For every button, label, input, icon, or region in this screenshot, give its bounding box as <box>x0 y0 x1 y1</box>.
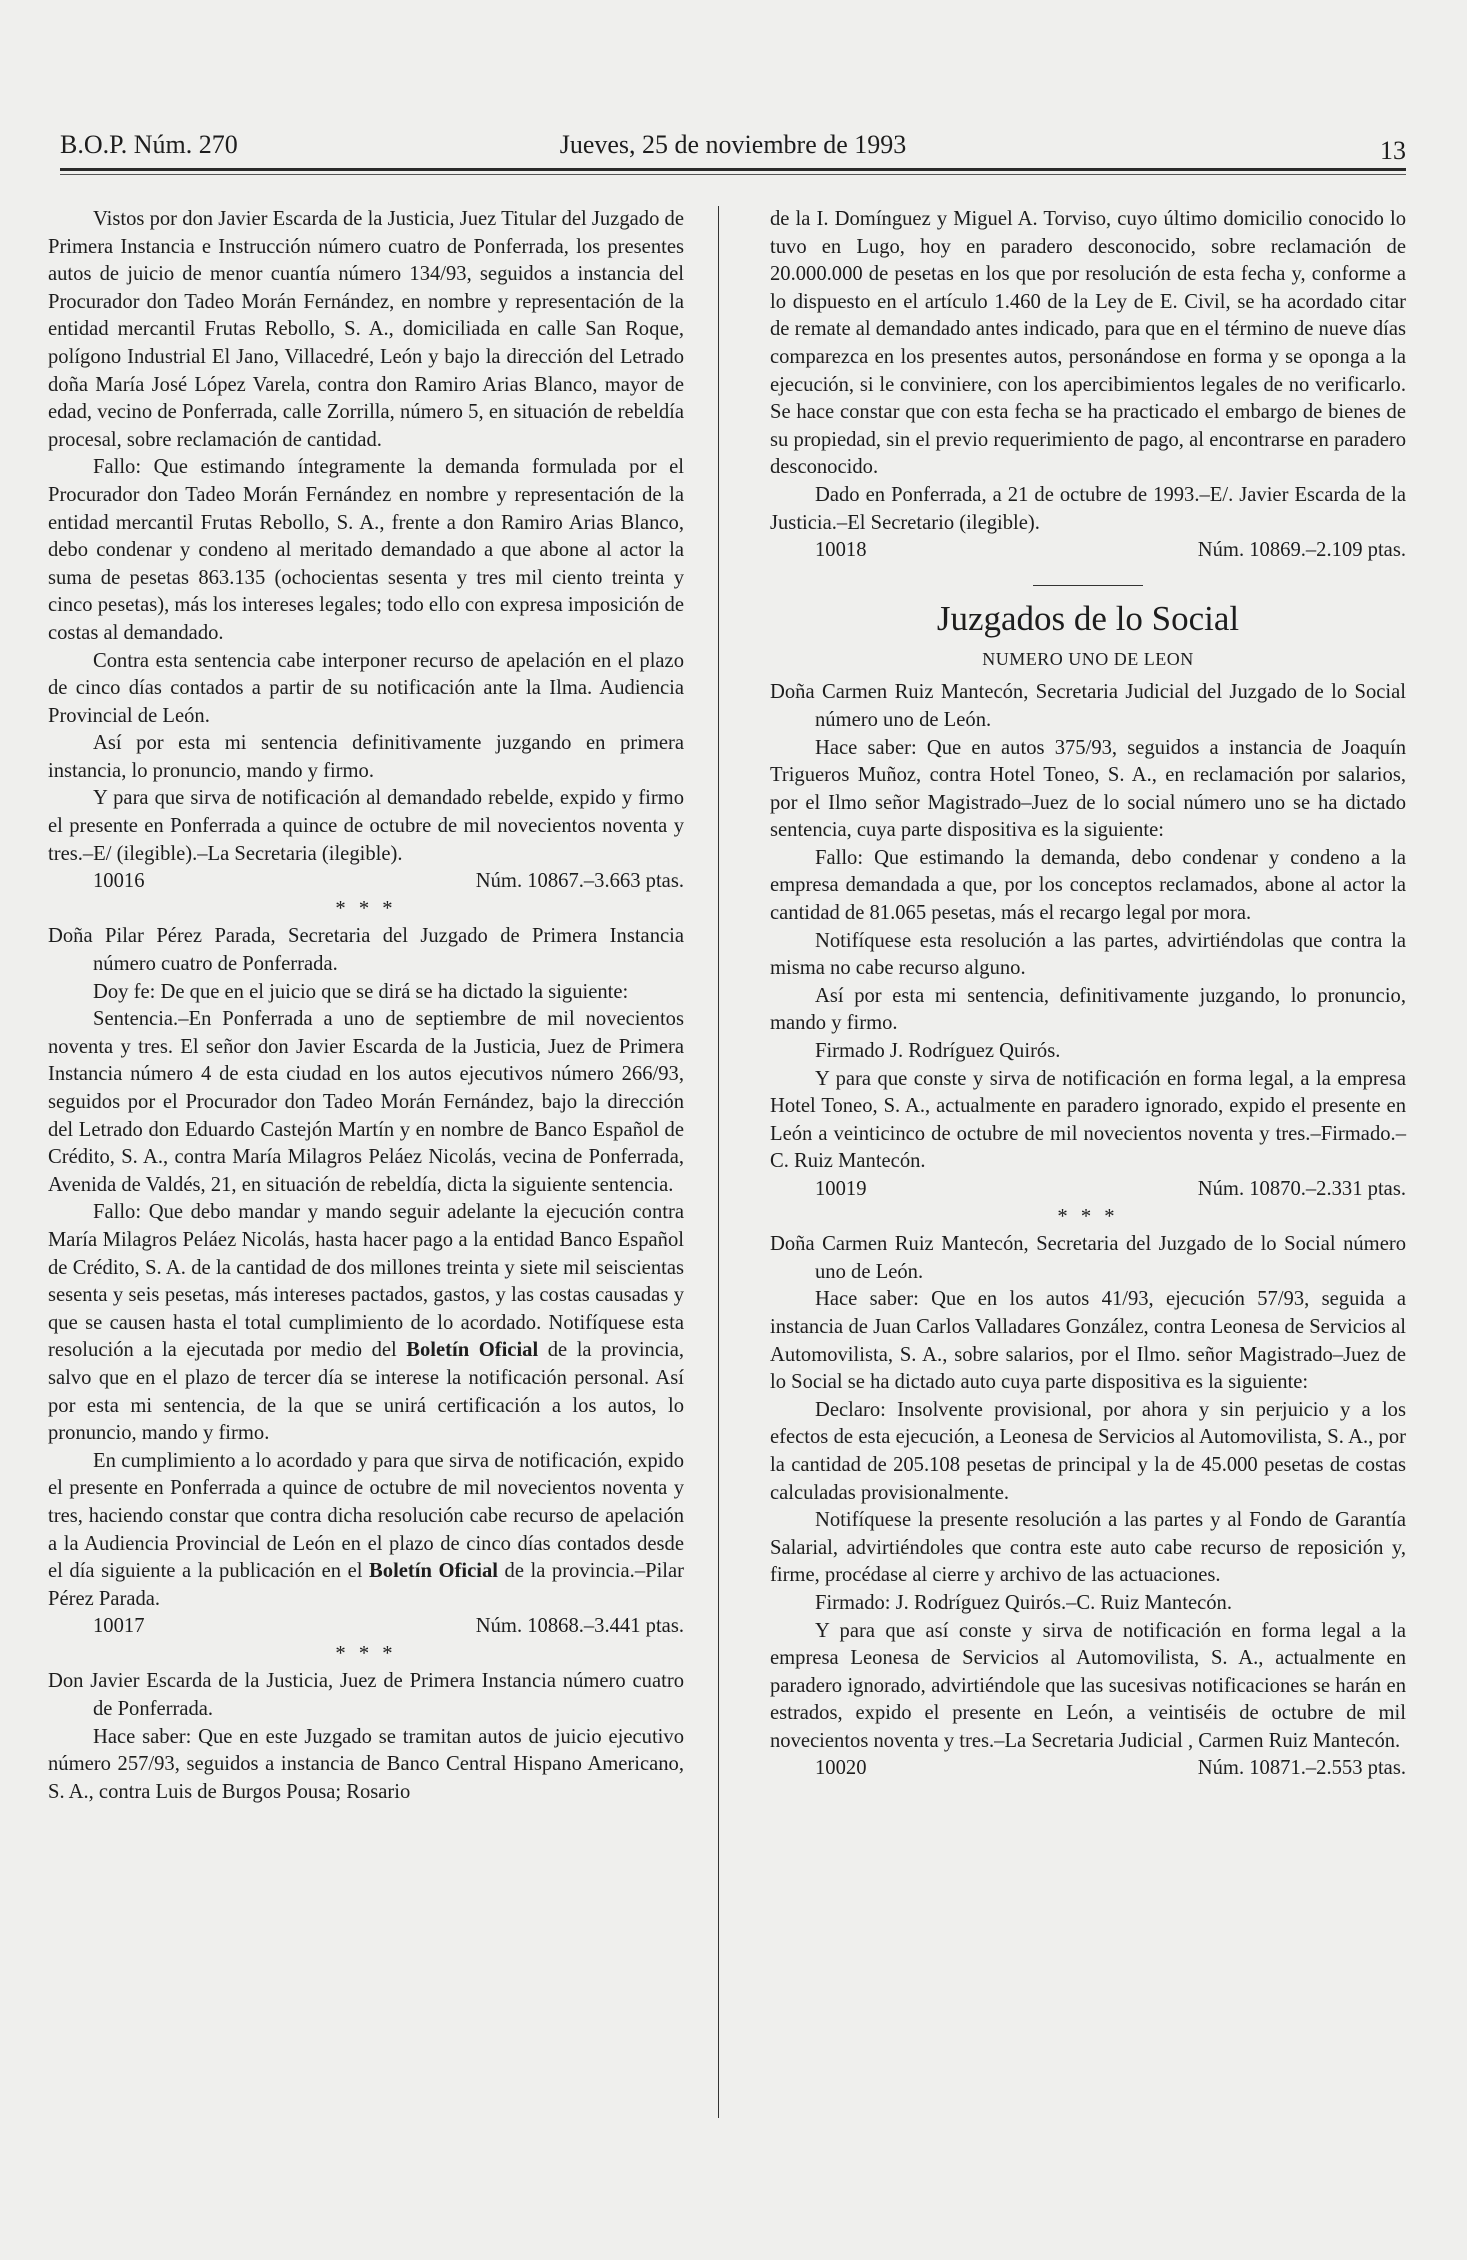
notice-reference <box>48 1613 684 1641</box>
notice-fee: Núm. 10870.–2.331 ptas. <box>1197 1178 1406 1200</box>
notice-code: 10018 <box>815 539 867 562</box>
notice-fee: Núm. 10869.–2.109 ptas. <box>1197 539 1406 562</box>
paragraph: Hace saber: Que en este Juzgado se tramitan autos de juicio ejecutivo número 257/93, seguidos a instancia de Banco Central Hispano Americano, S. A., contra Luis de Burgos Pousa; Rosario <box>48 1725 684 1803</box>
paragraph: Fallo: Que estimando íntegramente la demanda formulada por el Procurador don Tadeo Morán Fernández en nombre y representación de la entidad mercantil Frutas Rebollo, S. A., frente a don Ramiro Arias Blanco, debo condenar y condeno al meritado demandado a que abone al actor la suma de pesetas 863.135 (ochocientas sesenta y tres mil ciento treinta y cinco pesetas), más los intereses legales; todo ello con expresa imposición de costas al demandado. <box>48 456 684 644</box>
notice-reference <box>48 868 684 896</box>
paragraph: Hace saber: Que en los autos 41/93, ejecución 57/93, seguida a instancia de Juan Carlos Valladares González, contra Leonesa de Servicios al Automovilista, S. A., sobre salarios, por el Ilmo. señor Magistrado–Juez de lo Social se ha dictado auto cuya parte dispositiva es la siguiente: <box>770 1288 1406 1394</box>
paragraph: Fallo: Que estimando la demanda, debo condenar y condeno a la empresa demandada a que, por los conceptos reclamados, abone al actor la cantidad de 81.065 pesetas, más el recargo legal por mora. <box>770 846 1406 925</box>
paragraph: Declaro: Insolvente provisional, por ahora y sin perjuicio y a los efectos de esta ejecución, a Leonesa de Servicios al Automovilista, S. A., por la cantidad de 205.108 pesetas de principal y la de 45.000 pesetas de costas calculadas provisionalmente. <box>770 1398 1406 1504</box>
bold-bulletin-name: Boletín Oficial <box>369 1560 498 1583</box>
notice-code: 10020 <box>815 1757 867 1780</box>
notice-code: 10016 <box>93 870 145 893</box>
right-column <box>770 206 1406 1783</box>
section-divider <box>1033 585 1143 586</box>
notice-reference <box>770 537 1406 565</box>
paragraph: Notifíquese esta resolución a las partes, advirtiéndolas que contra la misma no cabe recurso alguno. <box>770 929 1406 980</box>
notice-fee: Núm. 10871.–2.553 ptas. <box>1197 1757 1406 1780</box>
paragraph: Y para que sirva de notificación al demandado rebelde, expido y firmo el presente en Ponferrada a quince de octubre de mil novecientos noventa y tres.–E/ (ilegible).–La Secretaria (ilegible). <box>48 787 684 865</box>
publication-date: Jueves, 25 de noviembre de 1993 <box>559 130 907 159</box>
paragraph: Contra esta sentencia cabe interponer recurso de apelación en el plazo de cinco días contados a partir de su notificación ante la Ilma. Audiencia Provincial de León. <box>48 649 684 727</box>
separator-stars: * * * <box>1057 1205 1119 1228</box>
publication-number: B.O.P. Núm. 270 <box>60 130 238 159</box>
notice-reference <box>770 1755 1406 1783</box>
paragraph: Hace saber: Que en autos 375/93, seguidos a instancia de Joaquín Trigueros Muñoz, contra Hotel Toneo, S. A., en reclamación por salarios, por el Ilmo señor Magistrado–Juez de lo social número uno se ha dictado sentencia, cuya parte dispositiva es la siguiente: <box>770 736 1406 842</box>
paragraph: Sentencia.–En Ponferrada a uno de septiembre de mil novecientos noventa y tres. El señor don Javier Escarda de la Justicia, Juez de Primera Instancia número 4 de esta ciudad en los autos ejecutivos número 266/93, seguidos por el Procurador don Tadeo Morán Fernández, bajo la dirección del Letrado don Eduardo Castejón Martín y en nombre de Banco Español de Crédito, S. A., contra María Milagros Peláez Nicolás, vecina de Ponferrada, Avenida de Valdés, 21, en situación de rebeldía, dicta la siguiente sentencia. <box>48 1008 684 1196</box>
paragraph: Doy fe: De que en el juicio que se dirá se ha dictado la siguiente: <box>93 980 629 1003</box>
paragraph: En cumplimiento a lo acordado y para que sirva de notificación, expido el presente en Ponferrada a quince de octubre de mil novecientos noventa y tres, haciendo constar que contra dicha resolución cabe recurso de apelación a la Audiencia Provincial de León en el plazo de cinco días contados desde el día siguiente a la publicación en el Boletín Oficial de la provincia.–Pilar Pérez Parada. <box>48 1449 685 1610</box>
notice-code: 10017 <box>93 1615 145 1638</box>
paragraph: Así por esta mi sentencia definitivamente juzgando en primera instancia, lo pronuncio, mando y firmo. <box>48 732 684 782</box>
header-rule-thick <box>60 168 1406 171</box>
paragraph: Notifíquese la presente resolución a las partes y al Fondo de Garantía Salarial, advirtiéndoles que contra este auto cabe recurso de reposición y, firme, procédase al cierre y archivo de las actuaciones. <box>770 1509 1406 1587</box>
paragraph: Así por esta mi sentencia, definitivamente juzgando, lo pronuncio, mando y firmo. <box>770 984 1406 1035</box>
column-separator <box>718 206 719 2118</box>
separator-stars: * * * <box>335 897 397 920</box>
paragraph: Doña Carmen Ruiz Mantecón, Secretaria Judicial del Juzgado de lo Social número uno de León. <box>770 681 1406 731</box>
page-number: 13 <box>1380 136 1406 165</box>
paragraph: Dado en Ponferrada, a 21 de octubre de 1993.–E/. Javier Escarda de la Justicia.–El Secretario (ilegible). <box>770 483 1406 534</box>
separator-stars: * * * <box>335 1642 397 1665</box>
notice-reference <box>770 1176 1406 1204</box>
paragraph: de la I. Domínguez y Miguel A. Torviso, cuyo último domicilio conocido lo tuvo en Lugo, hoy en paradero desconocido, sobre reclamación de 20.000.000 de pesetas en los que por resolución de esta fecha y, conforme a lo dispuesto en el artículo 1.460 de la Ley de E. Civil, se ha acordado citar de remate al demandado antes indicado, para que en el término de nueve días comparezca en los presentes autos, personándose en forma y se oponga a la ejecución, si le conviniere, con los apercibimientos legales de no verificarlo. Se hace constar que con esta fecha se ha practicado el embargo de bienes de su propiedad, sin el previo requerimiento de pago, al encontrarse en paradero desconocido. <box>770 208 1406 479</box>
notice-fee: Núm. 10868.–3.441 ptas. <box>475 1615 684 1638</box>
paragraph: Fallo: Que debo mandar y mando seguir adelante la ejecución contra María Milagros Peláez Nicolás, hasta hacer pago a la entidad Banco Español de Crédito, S. A. de la cantidad de dos millones treinta y siete mil seiscientas sesenta y seis pesetas, más intereses pactados, gastos, y las costas causadas y que se causen hasta el total cumplimiento de lo acordado. Notifíquese esta resolución a la ejecutada por medio del Boletín Oficial de la provincia, salvo que en el plazo de tercer día se interese la notificación personal. Así por esta mi sentencia, de la que se unirá certificación a los autos, lo pronuncio, mando y firmo. <box>48 1201 684 1445</box>
section-title: Juzgados de lo Social <box>936 598 1240 638</box>
notice-fee: Núm. 10867.–3.663 ptas. <box>475 870 684 893</box>
left-column <box>48 206 684 1806</box>
bold-bulletin-name: Boletín Oficial <box>406 1339 539 1362</box>
paragraph: Doña Carmen Ruiz Mantecón, Secretaria del Juzgado de lo Social número uno de León. <box>770 1233 1406 1283</box>
paragraph: Y para que conste y sirva de notificación en forma legal, a la empresa Hotel Toneo, S. A., actualmente en paradero ignorado, expido el presente en León a veinticinco de octubre de mil novecientos noventa y tres.–Firmado.–C. Ruiz Mantecón. <box>770 1067 1406 1173</box>
notice-code: 10019 <box>815 1178 867 1200</box>
paragraph: Firmado: J. Rodríguez Quirós.–C. Ruiz Mantecón. <box>815 1591 1232 1614</box>
paragraph: Don Javier Escarda de la Justicia, Juez de Primera Instancia número cuatro de Ponferrada. <box>48 1670 684 1721</box>
page-header <box>60 122 1406 168</box>
section-subtitle: NUMERO UNO DE LEON <box>982 648 1194 669</box>
paragraph: Y para que así conste y sirva de notificación en forma legal a la empresa Leonesa de Servicios al Automovilista, S. A., actualmente en paradero ignorado, advirtiéndole que las sucesivas notificaciones se harán en estrados, expido el presente en León, a veintiséis de octubre de mil novecientos noventa y tres.–La Secretaria Judicial , Carmen Ruiz Mantecón. <box>770 1619 1406 1752</box>
paragraph: Doña Pilar Pérez Parada, Secretaria del Juzgado de Primera Instancia número cuatro de Ponferrada. <box>48 925 684 976</box>
header-rule-thin <box>60 174 1406 175</box>
paragraph: Vistos por don Javier Escarda de la Justicia, Juez Titular del Juzgado de Primera Instancia e Instrucción número cuatro de Ponferrada, los presentes autos de juicio de menor cuantía número 134/93, seguidos a instancia del Procurador don Tadeo Morán Fernández, en nombre y representación de la entidad mercantil Frutas Rebollo, S. A., domiciliada en calle San Roque, polígono Industrial El Jano, Villacedré, León y bajo la dirección del Letrado doña María José López Varela, contra don Ramiro Arias Blanco, mayor de edad, vecino de Ponferrada, calle Zorrilla, número 5, en situación de rebeldía procesal, sobre reclamación de cantidad. <box>48 208 684 451</box>
paragraph: Firmado J. Rodríguez Quirós. <box>815 1040 1061 1063</box>
